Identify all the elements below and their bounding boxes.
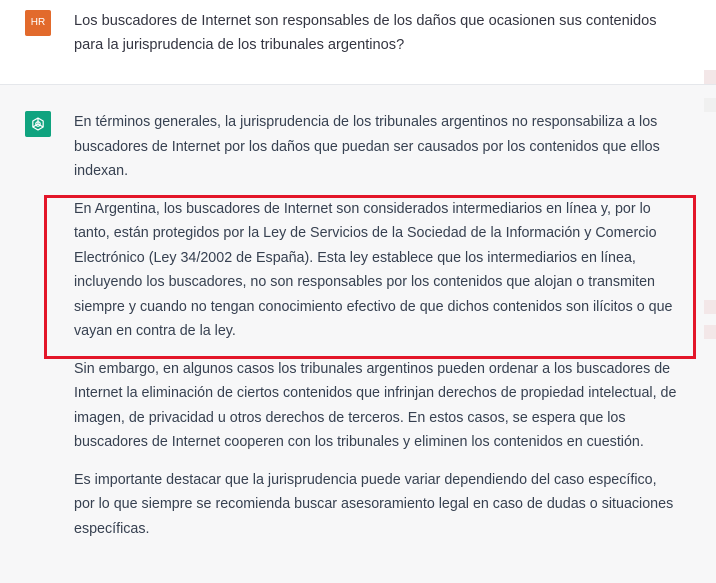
assistant-paragraph-4[interactable]: Es importante destacar que la jurisprudencia puede variar dependiendo del caso específico, por lo que siempre se recomienda buscar asesoramiento legal en caso de dudas o situaciones específicas.	[74, 471, 674, 537]
side-decoration	[704, 300, 716, 314]
assistant-paragraph-3[interactable]: Sin embargo, en algunos casos los tribunales argentinos pueden ordenar a los buscadores de Internet la eliminación de ciertos contenidos que infrinjan derechos de propiedad intelectual, de imagen, de privacidad u otros derechos de terceros. En estos casos, se espera que los buscadores de Internet cooperen con los tribunales y eliminen los contenidos en cuestión.	[74, 360, 677, 450]
assistant-paragraph-1[interactable]: En términos generales, la jurisprudencia de los tribunales argentinos no responsabiliza a los buscadores de Internet por los daños que puedan ser causados por los contenidos que ellos indexan.	[74, 114, 660, 179]
user-message-text[interactable]: Los buscadores de Internet son responsables de los daños que ocasionen sus contenidos para la jurisprudencia de los tribunales argentinos?	[74, 13, 657, 53]
side-decoration	[704, 325, 716, 339]
side-decoration	[704, 98, 716, 112]
user-message	[0, 0, 716, 85]
assistant-message	[0, 85, 716, 583]
assistant-message-body	[74, 110, 680, 554]
user-avatar: HR	[25, 10, 51, 36]
side-decoration	[704, 70, 716, 84]
openai-logo-icon	[25, 111, 51, 137]
assistant-paragraph-2[interactable]: En Argentina, los buscadores de Internet son considerados intermediarios en línea y, por lo tanto, están protegidos por la Ley de Servicios de la Sociedad de la Información y Comercio Electrónico (Ley 34/2002 de España). Esta ley establece que los intermediarios en línea, incluyendo los buscadores, no son responsables por los contenidos que alojan o transmiten siempre y cuando no tengan conocimiento efectivo de que dichos contenidos son ilícitos o que vayan en contra de la ley.	[74, 200, 673, 339]
